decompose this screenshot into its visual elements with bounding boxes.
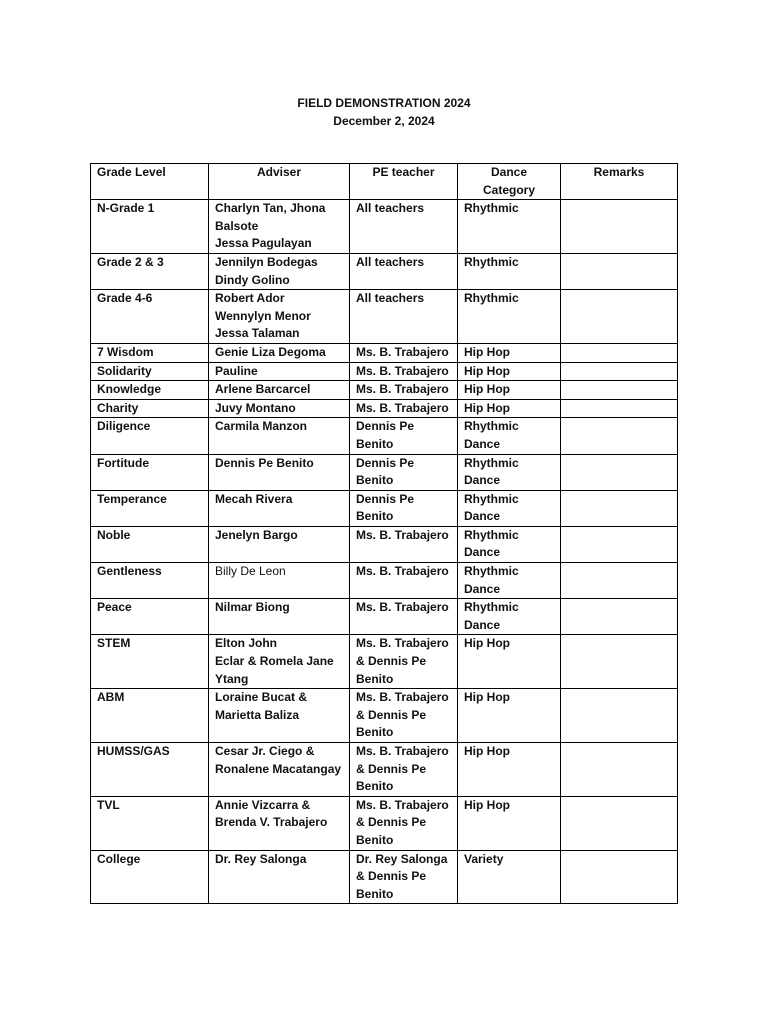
table-header-row (91, 164, 678, 200)
cell-dance-category: Hip Hop (458, 635, 561, 689)
table-row (91, 743, 678, 797)
cell-dance-category: Hip Hop (458, 743, 561, 797)
table-row (91, 599, 678, 635)
header-pe-teacher: PE teacher (350, 164, 458, 200)
cell-remarks (561, 200, 678, 254)
table-row (91, 381, 678, 400)
cell-adviser: Nilmar Biong (209, 599, 350, 635)
cell-adviser: Carmila Manzon (209, 418, 350, 454)
table-row (91, 454, 678, 490)
header-adviser: Adviser (209, 164, 350, 200)
cell-adviser: Pauline (209, 362, 350, 381)
table-row (91, 526, 678, 562)
header-remarks: Remarks (561, 164, 678, 200)
cell-pe-teacher: Dr. Rey Salonga & Dennis Pe Benito (350, 850, 458, 904)
cell-remarks (561, 796, 678, 850)
cell-dance-category: Hip Hop (458, 343, 561, 362)
cell-remarks (561, 599, 678, 635)
cell-remarks (561, 689, 678, 743)
cell-dance-category: Rhythmic Dance (458, 418, 561, 454)
cell-remarks (561, 343, 678, 362)
cell-pe-teacher: Ms. B. Trabajero (350, 599, 458, 635)
cell-remarks (561, 490, 678, 526)
cell-dance-category: Rhythmic Dance (458, 599, 561, 635)
cell-remarks (561, 399, 678, 418)
table-row (91, 796, 678, 850)
cell-adviser: Dennis Pe Benito (209, 454, 350, 490)
cell-adviser: Dr. Rey Salonga (209, 850, 350, 904)
cell-adviser: Cesar Jr. Ciego & Ronalene Macatangay (209, 743, 350, 797)
document-title: FIELD DEMONSTRATION 2024 (297, 96, 471, 110)
cell-pe-teacher: All teachers (350, 253, 458, 289)
cell-dance-category: Rhythmic Dance (458, 563, 561, 599)
cell-grade-level: Gentleness (91, 563, 209, 599)
cell-remarks (561, 253, 678, 289)
cell-adviser: Robert Ador Wennylyn Menor Jessa Talaman (209, 290, 350, 344)
cell-dance-category: Hip Hop (458, 381, 561, 400)
cell-dance-category: Hip Hop (458, 796, 561, 850)
cell-remarks (561, 526, 678, 562)
cell-pe-teacher: Ms. B. Trabajero & Dennis Pe Benito (350, 796, 458, 850)
cell-remarks (561, 743, 678, 797)
table-row (91, 563, 678, 599)
cell-dance-category: Rhythmic Dance (458, 490, 561, 526)
table-row (91, 490, 678, 526)
cell-adviser: Billy De Leon (209, 563, 350, 599)
cell-pe-teacher: Ms. B. Trabajero & Dennis Pe Benito (350, 635, 458, 689)
cell-pe-teacher: Ms. B. Trabajero & Dennis Pe Benito (350, 689, 458, 743)
cell-pe-teacher: Ms. B. Trabajero (350, 526, 458, 562)
cell-grade-level: TVL (91, 796, 209, 850)
cell-grade-level: STEM (91, 635, 209, 689)
cell-remarks (561, 454, 678, 490)
cell-grade-level: Charity (91, 399, 209, 418)
header-grade-level: Grade Level (91, 164, 209, 200)
header-dance-category: Dance Category (458, 164, 561, 200)
cell-dance-category: Rhythmic (458, 200, 561, 254)
table-row (91, 200, 678, 254)
table-row (91, 635, 678, 689)
cell-grade-level: College (91, 850, 209, 904)
cell-grade-level: Temperance (91, 490, 209, 526)
cell-pe-teacher: Ms. B. Trabajero (350, 343, 458, 362)
cell-pe-teacher: Ms. B. Trabajero (350, 563, 458, 599)
cell-grade-level: HUMSS/GAS (91, 743, 209, 797)
table-row (91, 689, 678, 743)
table-row (91, 290, 678, 344)
cell-pe-teacher: All teachers (350, 200, 458, 254)
table-row (91, 418, 678, 454)
cell-dance-category: Hip Hop (458, 362, 561, 381)
cell-dance-category: Rhythmic Dance (458, 526, 561, 562)
cell-adviser: Elton John Eclar & Romela Jane Ytang (209, 635, 350, 689)
schedule-table (90, 163, 678, 904)
cell-dance-category: Hip Hop (458, 689, 561, 743)
document-date: December 2, 2024 (333, 114, 435, 128)
cell-remarks (561, 850, 678, 904)
cell-grade-level: Fortitude (91, 454, 209, 490)
cell-dance-category: Rhythmic (458, 290, 561, 344)
cell-remarks (561, 418, 678, 454)
table-row (91, 850, 678, 904)
table-row (91, 362, 678, 381)
cell-grade-level: Solidarity (91, 362, 209, 381)
cell-remarks (561, 563, 678, 599)
cell-adviser: Jenelyn Bargo (209, 526, 350, 562)
cell-remarks (561, 635, 678, 689)
cell-pe-teacher: Dennis Pe Benito (350, 454, 458, 490)
cell-adviser: Charlyn Tan, Jhona Balsote Jessa Pagulayan (209, 200, 350, 254)
cell-remarks (561, 381, 678, 400)
cell-grade-level: Noble (91, 526, 209, 562)
cell-adviser: Genie Liza Degoma (209, 343, 350, 362)
table-row (91, 253, 678, 289)
cell-grade-level: Peace (91, 599, 209, 635)
cell-adviser: Loraine Bucat & Marietta Baliza (209, 689, 350, 743)
cell-grade-level: Grade 4-6 (91, 290, 209, 344)
cell-grade-level: 7 Wisdom (91, 343, 209, 362)
cell-pe-teacher: Ms. B. Trabajero (350, 362, 458, 381)
cell-remarks (561, 362, 678, 381)
table-row (91, 343, 678, 362)
cell-dance-category: Hip Hop (458, 399, 561, 418)
cell-adviser: Arlene Barcarcel (209, 381, 350, 400)
cell-pe-teacher: Ms. B. Trabajero (350, 399, 458, 418)
title-block (0, 94, 768, 130)
cell-adviser: Juvy Montano (209, 399, 350, 418)
cell-pe-teacher: Dennis Pe Benito (350, 418, 458, 454)
cell-dance-category: Rhythmic (458, 253, 561, 289)
table-body (91, 200, 678, 904)
cell-grade-level: N-Grade 1 (91, 200, 209, 254)
table-row (91, 399, 678, 418)
cell-adviser: Mecah Rivera (209, 490, 350, 526)
cell-dance-category: Rhythmic Dance (458, 454, 561, 490)
cell-dance-category: Variety (458, 850, 561, 904)
cell-remarks (561, 290, 678, 344)
cell-grade-level: Grade 2 & 3 (91, 253, 209, 289)
cell-grade-level: Diligence (91, 418, 209, 454)
cell-grade-level: Knowledge (91, 381, 209, 400)
cell-grade-level: ABM (91, 689, 209, 743)
cell-pe-teacher: All teachers (350, 290, 458, 344)
cell-adviser: Jennilyn Bodegas Dindy Golino (209, 253, 350, 289)
cell-adviser: Annie Vizcarra & Brenda V. Trabajero (209, 796, 350, 850)
cell-pe-teacher: Dennis Pe Benito (350, 490, 458, 526)
cell-pe-teacher: Ms. B. Trabajero (350, 381, 458, 400)
cell-pe-teacher: Ms. B. Trabajero & Dennis Pe Benito (350, 743, 458, 797)
